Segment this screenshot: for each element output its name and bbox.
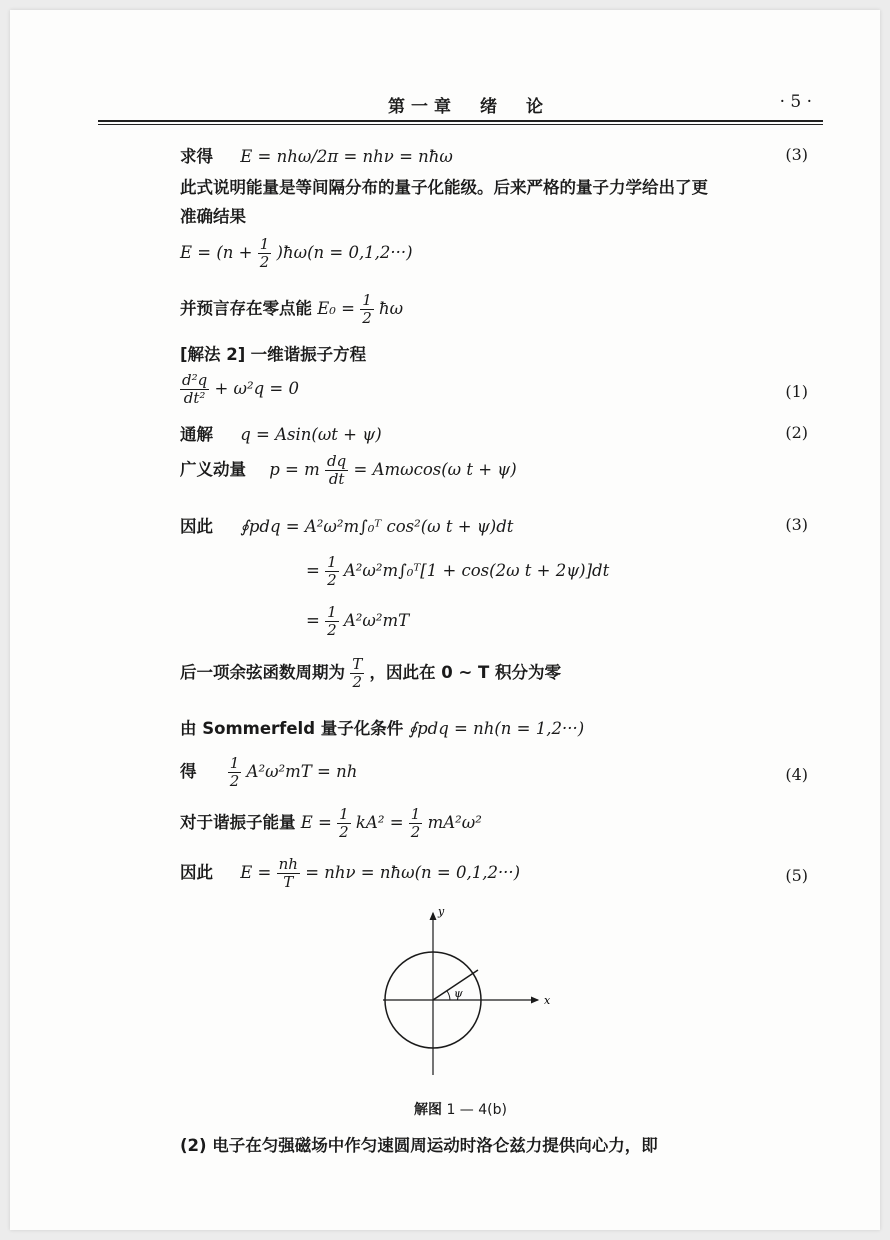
phase-circle-figure: [378, 905, 558, 1085]
energy-line: [180, 806, 482, 841]
method-text: 一维谐振子方程: [250, 345, 367, 364]
equation-rhs: A²ω²m∫₀ᵀ[1 + cos(2ω t + 2ψ)]dt: [343, 561, 610, 580]
equation-2: [180, 421, 382, 445]
method-tag: [解法 2]: [180, 345, 246, 364]
x-label: x: [544, 994, 551, 1007]
denominator: 2: [259, 253, 270, 271]
zero-point-line: [180, 292, 403, 327]
fraction: [325, 604, 339, 639]
equation-rhs: ħω: [379, 299, 404, 318]
paragraph-line: 此式说明能量是等间隔分布的量子化能级。后来严格的量子力学给出了更: [180, 178, 708, 197]
y-label: y: [438, 905, 445, 918]
angle-arc: [447, 991, 450, 1000]
equation-1: [180, 372, 299, 407]
numerator: 1: [362, 291, 372, 309]
equation-label: 通解: [180, 425, 213, 444]
numerator: 1: [229, 754, 240, 772]
period-note: [180, 656, 561, 691]
equation-rhs: + ω²q = 0: [214, 379, 299, 398]
numerator: 1: [259, 235, 270, 253]
equation-3: [180, 513, 513, 537]
numerator: dq: [327, 452, 347, 470]
page-number: · 5 ·: [779, 92, 812, 112]
equation-b: [180, 236, 413, 271]
denominator: 2: [327, 621, 337, 639]
equation-number: (2): [785, 423, 808, 442]
caption-rest: 1 — 4(b): [446, 1102, 507, 1118]
equation-number: (4): [785, 765, 808, 784]
momentum-line: [180, 453, 517, 488]
equation-4: [180, 755, 357, 790]
equation-number: (1): [785, 382, 808, 401]
numerator: T: [352, 655, 363, 673]
equation-lhs: E = (n +: [180, 243, 253, 262]
equation-rhs: = nhν = nħω(n = 0,1,2···): [305, 863, 521, 882]
paragraph-2: (2) 电子在匀强磁场中作匀速圆周运动时洛仑兹力提供向心力，即: [180, 1136, 658, 1155]
note-text: 后一项余弦函数周期为: [180, 663, 345, 682]
numerator: 1: [339, 805, 349, 823]
equation-label: 广义动量: [180, 460, 246, 479]
denominator: 2: [410, 823, 421, 841]
energy-text: 对于谐振子能量: [180, 813, 296, 832]
equation-rhs: mA²ω²: [427, 813, 482, 832]
denominator: dt²: [183, 389, 206, 407]
header-rule-thin: [98, 124, 823, 125]
psi-label: ψ: [454, 987, 463, 1000]
equation-label: 因此: [180, 863, 213, 882]
fraction: [228, 755, 242, 790]
equation-number: (5): [785, 866, 808, 885]
denominator: 2: [229, 772, 240, 790]
denominator: T: [283, 873, 294, 891]
note-text: ，因此在 0 ~ T 积分为零: [369, 663, 562, 682]
equation-lhs: p = m: [269, 460, 320, 479]
equation-3-line3: [306, 604, 409, 639]
running-header: [98, 90, 818, 118]
equation-number: (3): [785, 145, 808, 164]
numerator: 1: [327, 603, 337, 621]
equals-sign: =: [306, 611, 320, 630]
numerator: d²q: [182, 371, 208, 389]
equation-lhs: E =: [240, 863, 272, 882]
fraction: [409, 806, 423, 841]
denominator: 2: [352, 673, 363, 691]
caption-bold: 解图: [414, 1102, 442, 1118]
equation-label: 因此: [180, 517, 213, 536]
page: [10, 10, 880, 1230]
equals-sign: =: [306, 561, 320, 580]
fraction: [325, 554, 339, 589]
sommerfeld-expr: ∮pdq = nh(n = 1,2···): [408, 719, 585, 738]
equation-rhs: A²ω²mT: [343, 611, 410, 630]
denominator: 2: [339, 823, 349, 841]
chapter-title: 第一章 绪 论: [388, 97, 549, 117]
fraction: [258, 236, 272, 271]
fraction: [180, 372, 209, 407]
denominator: 2: [327, 571, 337, 589]
numerator: 1: [327, 553, 337, 571]
equation-a: [180, 143, 453, 167]
zero-point-text: 并预言存在零点能: [180, 299, 312, 318]
fraction: [360, 292, 374, 327]
denominator: 2: [362, 309, 372, 327]
figure-caption: [414, 1099, 507, 1119]
equation-expr: E = nhω/2π = nhν = nħω: [240, 147, 453, 166]
equation-rhs: )ħω(n = 0,1,2···): [276, 243, 413, 262]
equation-rhs: = Amωcos(ω t + ψ): [353, 460, 517, 479]
sommerfeld-text: 由 Sommerfeld 量子化条件: [180, 719, 404, 738]
denominator: dt: [328, 470, 345, 488]
equation-number: (3): [785, 515, 808, 534]
equation-mid: kA² =: [355, 813, 404, 832]
method-heading: [180, 341, 366, 365]
fraction: [277, 856, 300, 891]
sommerfeld-line: [180, 715, 584, 739]
equation-3-line2: [306, 554, 609, 589]
equation-lhs: E₀ =: [317, 299, 355, 318]
header-rule-thick: [98, 120, 823, 122]
equation-lhs: E =: [300, 813, 332, 832]
numerator: 1: [410, 805, 421, 823]
equation-5: [180, 856, 520, 891]
equation-rhs: A²ω²mT = nh: [246, 762, 358, 781]
numerator: nh: [278, 855, 298, 873]
equation-expr: q = Asin(ωt + ψ): [240, 425, 382, 444]
equation-label: 求得: [180, 147, 213, 166]
paragraph-line: 准确结果: [180, 207, 246, 226]
equation-label: 得: [180, 762, 197, 781]
equation-expr: ∮pdq = A²ω²m∫₀ᵀ cos²(ω t + ψ)dt: [240, 517, 514, 536]
fraction: [350, 656, 364, 691]
fraction: [325, 453, 348, 488]
fraction: [337, 806, 351, 841]
